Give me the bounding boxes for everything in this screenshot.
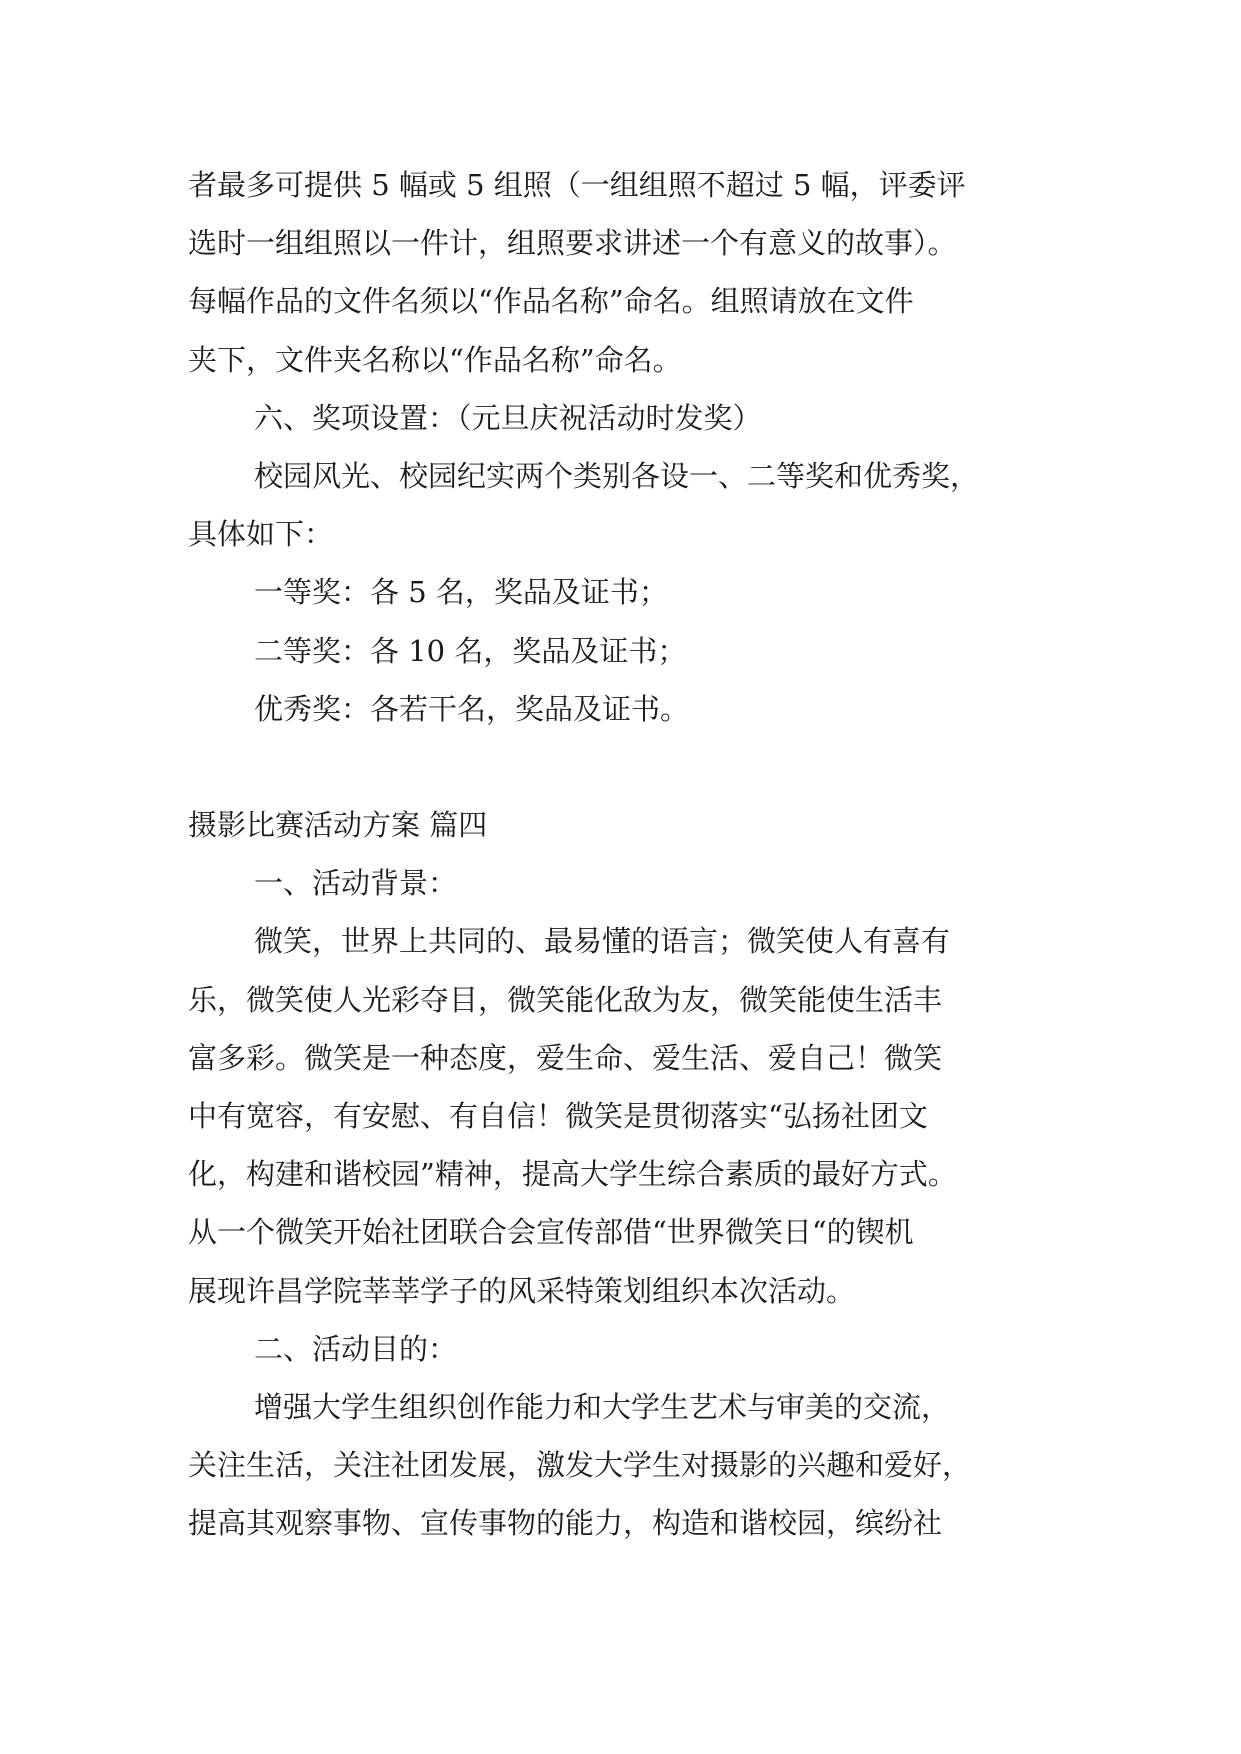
text-line: 增强大学生组织创作能力和大学生艺术与审美的交流， [254,1389,951,1424]
text-line: 关注生活，关注社团发展，激发大学生对摄影的兴趣和爱好， [188,1448,972,1483]
text-line: 提高其观察事物、宣传事物的能力，构造和谐校园，缤纷社 [188,1506,943,1541]
text-line: 微笑，世界上共同的、最易懂的语言；微笑使人有喜有 [254,924,951,959]
award-item-excellent: 优秀奖：各若干名，奖品及证书。 [254,691,690,726]
section-subheading: 六、奖项设置：（元旦庆祝活动时发奖） [254,400,762,435]
award-item-first: 一等奖：各 5 名，奖品及证书； [254,575,668,610]
text-line: 选时一组组照以一件计，组照要求讲述一个有意义的故事）。 [188,226,957,261]
text-line: 每幅作品的文件名须以“作品名称”命名。组照请放在文件 [188,284,914,319]
text-line: 从一个微笑开始社团联合会宣传部借“世界微笑日“的锲机 [188,1215,914,1250]
section-heading: 摄影比赛活动方案 篇四 [188,808,488,843]
text-line: 中有宽容，有安慰、有自信！微笑是贯彻落实“弘扬社团文 [188,1099,928,1133]
text-line: 展现许昌学院莘莘学子的风采特策划组织本次活动。 [188,1273,856,1308]
text-line: 富多彩。微笑是一种态度，爱生命、爱生活、爱自己！微笑 [188,1040,943,1075]
text-line: 者最多可提供 5 幅或 5 组照（一组组照不超过 5 幅，评委评 [188,168,966,202]
blank-line [188,738,1088,796]
text-line: 具体如下： [188,517,334,552]
text-line: 化，构建和谐校园”精神，提高大学生综合素质的最好方式。 [188,1157,957,1192]
award-item-second: 二等奖：各 10 名，奖品及证书； [254,633,687,668]
section-subheading: 二、活动目的： [254,1331,458,1366]
text-line: 校园风光、校园纪实两个类别各设一、二等奖和优秀奖， [254,458,980,493]
section-subheading: 一、活动背景： [254,866,458,901]
text-line: 乐，微笑使人光彩夺目，微笑能化敌为友，微笑能使生活丰 [188,982,943,1017]
text-line: 夹下，文件夹名称以“作品名称”命名。 [188,342,682,377]
document-body [188,156,1088,1553]
